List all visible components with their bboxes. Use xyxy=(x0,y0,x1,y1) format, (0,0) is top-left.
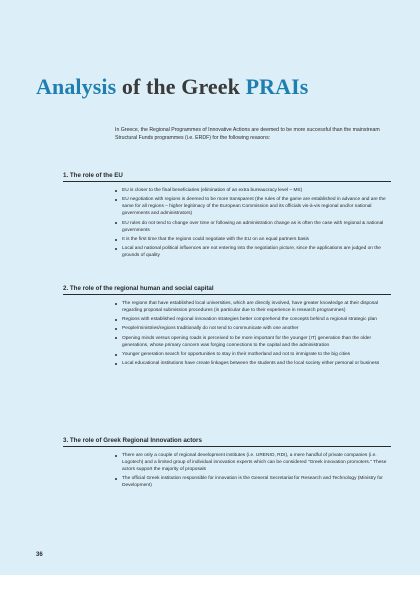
bullet-list xyxy=(63,452,391,490)
bullet-list xyxy=(63,187,391,259)
section-role-of-eu xyxy=(63,172,391,261)
bullet-item: Local educational institutions have create linkages between the students and the local society either personal or business xyxy=(115,360,391,367)
section-heading: 3. The role of Greek Regional Innovation actors xyxy=(63,437,391,447)
section-heading: 1. The role of the EU xyxy=(63,172,391,182)
bullet-item: EU negotiation with regions is deemed to be more transparent (the rules of the game are established in advance and are the same for all regions – higher legitimacy of the European Commission and its officials vis-à-vis regional and/or national governments and administrators) xyxy=(115,196,391,217)
title-word-prais: PRAIs xyxy=(245,74,309,99)
bullet-item: The official Greek institution responsible for innovation is the General Secretariat for Research and Technology (Ministry for Development) xyxy=(115,475,391,489)
bullet-item: EU rules do not tend to change over time or following an administration change as is often the case with regional & national governments xyxy=(115,220,391,234)
title-word-analysis: Analysis xyxy=(36,74,117,99)
title-middle: of the Greek xyxy=(116,74,246,99)
bullet-item: There are only a couple of regional development institutes (i.e. URENIO, RDI), a mere handful of private companies (i.e. Logotech) and a limited group of individual innovation experts which can be considered "Greek innovation promoters." These actors support the majority of proposals xyxy=(115,452,391,473)
bullet-item: Local and national political influences are not entering into the negotiation picture, since the applications are judged on the grounds of quality xyxy=(115,245,391,259)
page-number: 36 xyxy=(36,552,43,558)
bullet-item: Younger generation search for opportunities to stay in their motherland and not to immigrate to the big cities xyxy=(115,351,391,358)
bullet-item: It is the first time that the regions could negotiate with the EU on an equal partners basis xyxy=(115,236,391,243)
bullet-item: Regions with established regional innovation strategies better comprehend the concepts behind a regional strategic plan xyxy=(115,316,391,323)
section-heading: 2. The role of the regional human and social capital xyxy=(63,285,391,295)
bullet-item: The regions that have established local universities, which are directly involved, have greater knowledge at their disposal regarding proposal submission procedures (in particular due to their experience in research programmes) xyxy=(115,300,391,314)
bullet-item: People/ministries/regions traditionally do not tend to communicate with one another xyxy=(115,325,391,332)
bullet-list xyxy=(63,300,391,367)
section-human-social-capital xyxy=(63,285,391,369)
intro-paragraph: In Greece, the Regional Programmes of Innovative Actions are deemed to be more successful than the mainstream Structural Funds programmes (i.e. ERDF) for the following reasons: xyxy=(115,127,380,142)
bullet-item: Opening minds versus opening roads is perceived to be more important for the younger (IT) generation than the older generations, whose primary concern was forging connections to the capital and the administration xyxy=(115,335,391,349)
section-innovation-actors xyxy=(63,437,391,492)
page-title xyxy=(36,74,308,100)
bullet-item: EU is closer to the final beneficiaries (elimination of an extra bureaucracy level – MS) xyxy=(115,187,391,194)
